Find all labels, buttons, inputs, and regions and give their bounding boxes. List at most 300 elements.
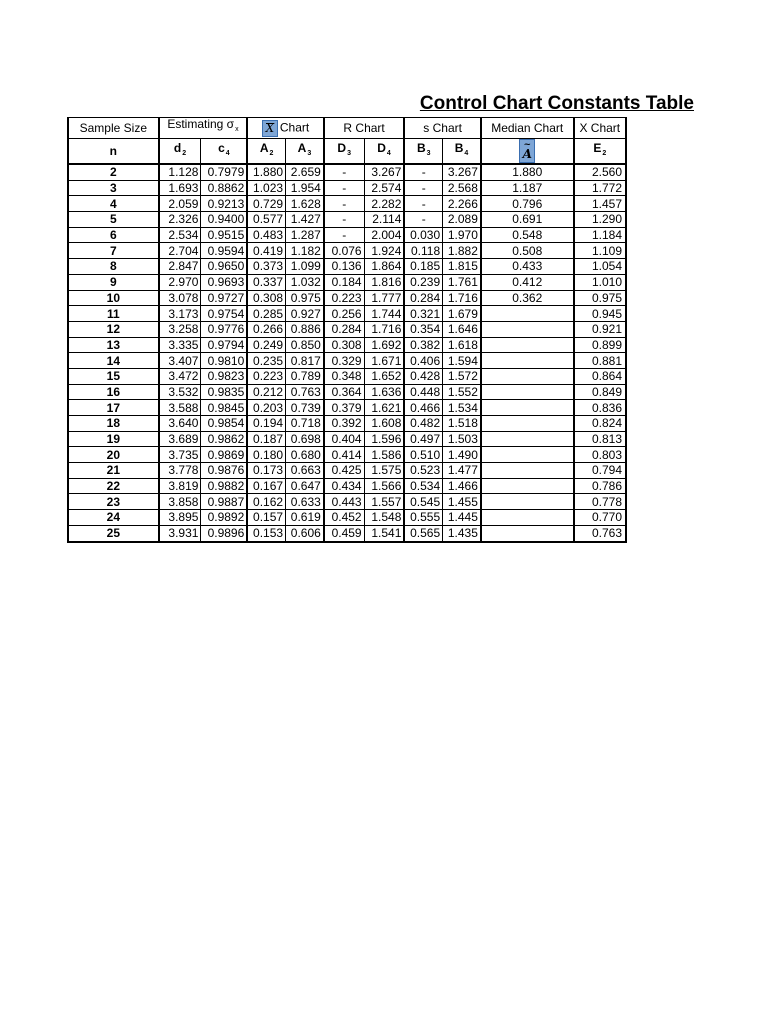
cell-n: 20: [68, 447, 159, 463]
cell-b4: 1.455: [443, 494, 481, 510]
cell-b4: 1.970: [443, 227, 481, 243]
cell-d4: 2.282: [364, 196, 404, 212]
cell-d2: 2.534: [159, 227, 201, 243]
control-chart-constants-table: [67, 117, 627, 543]
cell-b4: 1.435: [443, 525, 481, 541]
cell-a3: 0.739: [286, 400, 324, 416]
cell-c4: 0.9876: [201, 463, 247, 479]
cell-median-a2: 0.433: [481, 259, 574, 275]
cell-b3: 0.428: [404, 368, 442, 384]
header-e2: $E_2$: [574, 139, 626, 165]
cell-d3: 0.379: [324, 400, 364, 416]
cell-c4: 0.9515: [201, 227, 247, 243]
header-estimating-sigma: Estimating $\sigma_x$: [159, 118, 248, 139]
cell-a2: 0.212: [247, 384, 285, 400]
cell-b3: -: [404, 164, 442, 180]
cell-median-a2: [481, 353, 574, 369]
cell-median-a2: [481, 321, 574, 337]
cell-d2: 3.258: [159, 321, 201, 337]
cell-d2: 2.326: [159, 212, 201, 228]
cell-a2: 0.153: [247, 525, 285, 541]
cell-a3: 0.680: [286, 447, 324, 463]
cell-a3: 1.287: [286, 227, 324, 243]
cell-d2: 3.407: [159, 353, 201, 369]
cell-d3: -: [324, 212, 364, 228]
cell-a2: 0.308: [247, 290, 285, 306]
a2-tilde-symbol-icon: ~ A: [519, 139, 535, 163]
cell-median-a2: [481, 368, 574, 384]
cell-e2: 0.881: [574, 353, 626, 369]
xbar-symbol-icon: X: [262, 120, 278, 137]
cell-d4: 1.557: [364, 494, 404, 510]
cell-a2: 0.203: [247, 400, 285, 416]
header-row-groups: [68, 118, 626, 139]
table-row: [68, 164, 626, 180]
cell-e2: 1.054: [574, 259, 626, 275]
cell-d3: -: [324, 227, 364, 243]
header-d2: $d_2$: [159, 139, 201, 165]
cell-n: 8: [68, 259, 159, 275]
cell-b4: 1.679: [443, 306, 481, 322]
cell-c4: 0.9835: [201, 384, 247, 400]
cell-c4: 0.7979: [201, 164, 247, 180]
cell-a3: 0.927: [286, 306, 324, 322]
cell-n: 9: [68, 274, 159, 290]
cell-d3: 0.392: [324, 416, 364, 432]
cell-d2: 2.704: [159, 243, 201, 259]
cell-a3: 0.698: [286, 431, 324, 447]
cell-d2: 3.858: [159, 494, 201, 510]
cell-d4: 1.636: [364, 384, 404, 400]
cell-b4: 1.646: [443, 321, 481, 337]
cell-e2: 0.945: [574, 306, 626, 322]
cell-b4: 1.490: [443, 447, 481, 463]
cell-d2: 2.059: [159, 196, 201, 212]
cell-b4: 1.572: [443, 368, 481, 384]
cell-d4: 1.548: [364, 510, 404, 526]
cell-b3: 0.354: [404, 321, 442, 337]
cell-n: 4: [68, 196, 159, 212]
cell-median-a2: 1.880: [481, 164, 574, 180]
table-row: [68, 478, 626, 494]
table-row: [68, 227, 626, 243]
table-row: [68, 494, 626, 510]
cell-median-a2: [481, 400, 574, 416]
cell-d2: 3.819: [159, 478, 201, 494]
cell-d3: 0.256: [324, 306, 364, 322]
cell-n: 19: [68, 431, 159, 447]
cell-n: 15: [68, 368, 159, 384]
cell-b3: 0.482: [404, 416, 442, 432]
cell-d2: 3.689: [159, 431, 201, 447]
cell-median-a2: [481, 416, 574, 432]
cell-c4: 0.9845: [201, 400, 247, 416]
cell-b3: 0.534: [404, 478, 442, 494]
cell-d3: 0.425: [324, 463, 364, 479]
cell-e2: 0.824: [574, 416, 626, 432]
cell-a2: 0.235: [247, 353, 285, 369]
cell-n: 6: [68, 227, 159, 243]
cell-c4: 0.9887: [201, 494, 247, 510]
cell-n: 21: [68, 463, 159, 479]
cell-e2: 0.813: [574, 431, 626, 447]
header-b3: $B_3$: [404, 139, 442, 165]
cell-e2: 1.772: [574, 180, 626, 196]
cell-c4: 0.9400: [201, 212, 247, 228]
cell-median-a2: 0.412: [481, 274, 574, 290]
cell-d2: 3.895: [159, 510, 201, 526]
cell-d2: 3.778: [159, 463, 201, 479]
cell-d4: 1.864: [364, 259, 404, 275]
cell-a2: 0.285: [247, 306, 285, 322]
cell-a3: 1.182: [286, 243, 324, 259]
cell-e2: 0.899: [574, 337, 626, 353]
cell-d3: 0.348: [324, 368, 364, 384]
cell-b3: 0.565: [404, 525, 442, 541]
cell-d2: 3.735: [159, 447, 201, 463]
cell-median-a2: [481, 431, 574, 447]
cell-b4: 2.568: [443, 180, 481, 196]
page-title: Control Chart Constants Table: [419, 93, 694, 114]
cell-e2: 1.109: [574, 243, 626, 259]
cell-a2: 0.419: [247, 243, 285, 259]
cell-e2: 2.560: [574, 164, 626, 180]
cell-d2: 3.078: [159, 290, 201, 306]
cell-b3: 0.555: [404, 510, 442, 526]
cell-b3: 0.284: [404, 290, 442, 306]
cell-d3: 0.284: [324, 321, 364, 337]
cell-d2: 1.128: [159, 164, 201, 180]
cell-median-a2: [481, 463, 574, 479]
cell-b4: 3.267: [443, 164, 481, 180]
header-row-symbols: [68, 139, 626, 165]
cell-a3: 0.619: [286, 510, 324, 526]
cell-n: 23: [68, 494, 159, 510]
cell-a3: 0.850: [286, 337, 324, 353]
table-row: [68, 321, 626, 337]
cell-a3: 1.954: [286, 180, 324, 196]
header-d3: $D_3$: [324, 139, 364, 165]
cell-e2: 0.921: [574, 321, 626, 337]
cell-d4: 1.777: [364, 290, 404, 306]
cell-b4: 1.477: [443, 463, 481, 479]
cell-d4: 1.924: [364, 243, 404, 259]
cell-b4: 2.089: [443, 212, 481, 228]
cell-b4: 1.466: [443, 478, 481, 494]
cell-b3: 0.466: [404, 400, 442, 416]
cell-c4: 0.9754: [201, 306, 247, 322]
cell-a2: 0.173: [247, 463, 285, 479]
cell-d4: 1.692: [364, 337, 404, 353]
cell-b3: 0.185: [404, 259, 442, 275]
cell-d4: 1.586: [364, 447, 404, 463]
cell-d2: 3.640: [159, 416, 201, 432]
cell-a2: 0.729: [247, 196, 285, 212]
cell-e2: 0.794: [574, 463, 626, 479]
cell-b3: 0.406: [404, 353, 442, 369]
cell-d4: 1.596: [364, 431, 404, 447]
cell-n: 10: [68, 290, 159, 306]
cell-b3: -: [404, 180, 442, 196]
cell-d4: 1.652: [364, 368, 404, 384]
cell-a3: 1.628: [286, 196, 324, 212]
table-row: [68, 368, 626, 384]
cell-median-a2: [481, 525, 574, 541]
cell-e2: 0.803: [574, 447, 626, 463]
cell-a3: 0.663: [286, 463, 324, 479]
cell-d4: 1.716: [364, 321, 404, 337]
table-row: [68, 180, 626, 196]
cell-d4: 2.114: [364, 212, 404, 228]
cell-a3: 1.099: [286, 259, 324, 275]
cell-c4: 0.9650: [201, 259, 247, 275]
cell-a3: 2.659: [286, 164, 324, 180]
table-row: [68, 306, 626, 322]
table-row: [68, 196, 626, 212]
cell-c4: 0.9892: [201, 510, 247, 526]
cell-b3: 0.030: [404, 227, 442, 243]
cell-d3: 0.184: [324, 274, 364, 290]
cell-e2: 0.786: [574, 478, 626, 494]
cell-e2: 0.864: [574, 368, 626, 384]
cell-d4: 1.744: [364, 306, 404, 322]
cell-d3: 0.414: [324, 447, 364, 463]
header-a3: $A_3$: [286, 139, 324, 165]
cell-n: 25: [68, 525, 159, 541]
cell-b4: 1.594: [443, 353, 481, 369]
cell-d3: 0.459: [324, 525, 364, 541]
cell-median-a2: 0.548: [481, 227, 574, 243]
cell-e2: 1.010: [574, 274, 626, 290]
cell-d4: 1.608: [364, 416, 404, 432]
cell-b4: 1.815: [443, 259, 481, 275]
cell-b3: 0.239: [404, 274, 442, 290]
cell-median-a2: [481, 337, 574, 353]
cell-c4: 0.9882: [201, 478, 247, 494]
table-row: [68, 259, 626, 275]
table-row: [68, 510, 626, 526]
cell-d3: 0.329: [324, 353, 364, 369]
cell-a2: 1.023: [247, 180, 285, 196]
cell-d2: 3.173: [159, 306, 201, 322]
cell-b4: 1.618: [443, 337, 481, 353]
cell-d2: 2.970: [159, 274, 201, 290]
cell-a2: 0.266: [247, 321, 285, 337]
cell-median-a2: [481, 494, 574, 510]
cell-b3: 0.510: [404, 447, 442, 463]
table-row: [68, 525, 626, 541]
cell-median-a2: 0.691: [481, 212, 574, 228]
cell-b3: 0.118: [404, 243, 442, 259]
cell-n: 24: [68, 510, 159, 526]
cell-a2: 0.194: [247, 416, 285, 432]
cell-d4: 1.621: [364, 400, 404, 416]
cell-a2: 0.157: [247, 510, 285, 526]
table-row: [68, 353, 626, 369]
cell-a2: 0.167: [247, 478, 285, 494]
cell-d2: 3.472: [159, 368, 201, 384]
cell-d3: -: [324, 164, 364, 180]
header-xbar-chart: X Chart: [247, 118, 324, 139]
cell-d3: 0.223: [324, 290, 364, 306]
cell-median-a2: [481, 510, 574, 526]
cell-d4: 1.575: [364, 463, 404, 479]
cell-a3: 0.606: [286, 525, 324, 541]
cell-a3: 0.886: [286, 321, 324, 337]
cell-c4: 0.9862: [201, 431, 247, 447]
cell-b3: 0.321: [404, 306, 442, 322]
cell-median-a2: [481, 447, 574, 463]
cell-a2: 0.483: [247, 227, 285, 243]
table-row: [68, 274, 626, 290]
cell-c4: 0.9869: [201, 447, 247, 463]
cell-n: 12: [68, 321, 159, 337]
cell-n: 3: [68, 180, 159, 196]
cell-e2: 0.770: [574, 510, 626, 526]
cell-b4: 1.552: [443, 384, 481, 400]
cell-n: 2: [68, 164, 159, 180]
cell-c4: 0.9693: [201, 274, 247, 290]
cell-e2: 0.836: [574, 400, 626, 416]
cell-median-a2: [481, 306, 574, 322]
cell-n: 7: [68, 243, 159, 259]
cell-d4: 1.541: [364, 525, 404, 541]
table-body: [68, 164, 626, 542]
cell-d2: 1.693: [159, 180, 201, 196]
cell-e2: 0.778: [574, 494, 626, 510]
cell-b4: 1.445: [443, 510, 481, 526]
cell-c4: 0.9594: [201, 243, 247, 259]
cell-median-a2: 0.796: [481, 196, 574, 212]
cell-a2: 0.249: [247, 337, 285, 353]
cell-a3: 0.975: [286, 290, 324, 306]
cell-d2: 3.335: [159, 337, 201, 353]
header-sample-size: Sample Size: [68, 118, 159, 139]
cell-n: 22: [68, 478, 159, 494]
cell-d3: 0.364: [324, 384, 364, 400]
header-s-chart: s Chart: [404, 118, 481, 139]
cell-e2: 0.975: [574, 290, 626, 306]
header-b4: $B_4$: [443, 139, 481, 165]
cell-n: 13: [68, 337, 159, 353]
cell-b4: 1.761: [443, 274, 481, 290]
cell-a3: 0.817: [286, 353, 324, 369]
table-row: [68, 447, 626, 463]
cell-d2: 3.931: [159, 525, 201, 541]
cell-b3: -: [404, 196, 442, 212]
cell-e2: 0.763: [574, 525, 626, 541]
cell-a3: 0.789: [286, 368, 324, 384]
header-c4: $c_4$: [201, 139, 247, 165]
header-r-chart: R Chart: [324, 118, 405, 139]
cell-b3: 0.523: [404, 463, 442, 479]
header-median-a2: [481, 139, 574, 165]
cell-median-a2: [481, 384, 574, 400]
cell-b4: 1.716: [443, 290, 481, 306]
cell-d4: 3.267: [364, 164, 404, 180]
cell-b3: 0.497: [404, 431, 442, 447]
cell-d3: 0.434: [324, 478, 364, 494]
cell-c4: 0.9213: [201, 196, 247, 212]
cell-d3: -: [324, 196, 364, 212]
cell-c4: 0.9823: [201, 368, 247, 384]
cell-b3: 0.545: [404, 494, 442, 510]
cell-a3: 1.427: [286, 212, 324, 228]
cell-d3: 0.308: [324, 337, 364, 353]
cell-d3: -: [324, 180, 364, 196]
table-row: [68, 400, 626, 416]
cell-b3: -: [404, 212, 442, 228]
cell-e2: 1.184: [574, 227, 626, 243]
cell-b4: 1.882: [443, 243, 481, 259]
table-row: [68, 337, 626, 353]
table-row: [68, 212, 626, 228]
table-row: [68, 416, 626, 432]
cell-c4: 0.9794: [201, 337, 247, 353]
cell-a2: 0.373: [247, 259, 285, 275]
cell-c4: 0.9776: [201, 321, 247, 337]
cell-c4: 0.9727: [201, 290, 247, 306]
cell-n: 5: [68, 212, 159, 228]
header-n: n: [68, 139, 159, 165]
cell-median-a2: 0.508: [481, 243, 574, 259]
table-row: [68, 431, 626, 447]
cell-d4: 2.574: [364, 180, 404, 196]
cell-n: 11: [68, 306, 159, 322]
cell-a3: 1.032: [286, 274, 324, 290]
cell-d4: 2.004: [364, 227, 404, 243]
cell-c4: 0.9854: [201, 416, 247, 432]
cell-c4: 0.9896: [201, 525, 247, 541]
cell-a2: 0.180: [247, 447, 285, 463]
cell-median-a2: [481, 478, 574, 494]
cell-a2: 1.880: [247, 164, 285, 180]
table-row: [68, 463, 626, 479]
cell-a2: 0.187: [247, 431, 285, 447]
cell-a3: 0.647: [286, 478, 324, 494]
cell-c4: 0.9810: [201, 353, 247, 369]
cell-n: 16: [68, 384, 159, 400]
cell-a3: 0.633: [286, 494, 324, 510]
cell-d2: 3.532: [159, 384, 201, 400]
cell-b4: 1.503: [443, 431, 481, 447]
cell-median-a2: 1.187: [481, 180, 574, 196]
cell-a2: 0.337: [247, 274, 285, 290]
cell-b4: 1.534: [443, 400, 481, 416]
header-d4: $D_4$: [364, 139, 404, 165]
cell-n: 14: [68, 353, 159, 369]
cell-b3: 0.448: [404, 384, 442, 400]
cell-a2: 0.577: [247, 212, 285, 228]
cell-n: 17: [68, 400, 159, 416]
table-row: [68, 243, 626, 259]
cell-median-a2: 0.362: [481, 290, 574, 306]
cell-d3: 0.452: [324, 510, 364, 526]
cell-b4: 1.518: [443, 416, 481, 432]
header-a2: $A_2$: [247, 139, 285, 165]
table-row: [68, 290, 626, 306]
cell-d2: 3.588: [159, 400, 201, 416]
cell-d3: 0.404: [324, 431, 364, 447]
cell-d4: 1.816: [364, 274, 404, 290]
cell-a3: 0.718: [286, 416, 324, 432]
header-x-chart: X Chart: [574, 118, 626, 139]
cell-b4: 2.266: [443, 196, 481, 212]
cell-e2: 1.290: [574, 212, 626, 228]
cell-d4: 1.671: [364, 353, 404, 369]
cell-c4: 0.8862: [201, 180, 247, 196]
cell-d3: 0.136: [324, 259, 364, 275]
